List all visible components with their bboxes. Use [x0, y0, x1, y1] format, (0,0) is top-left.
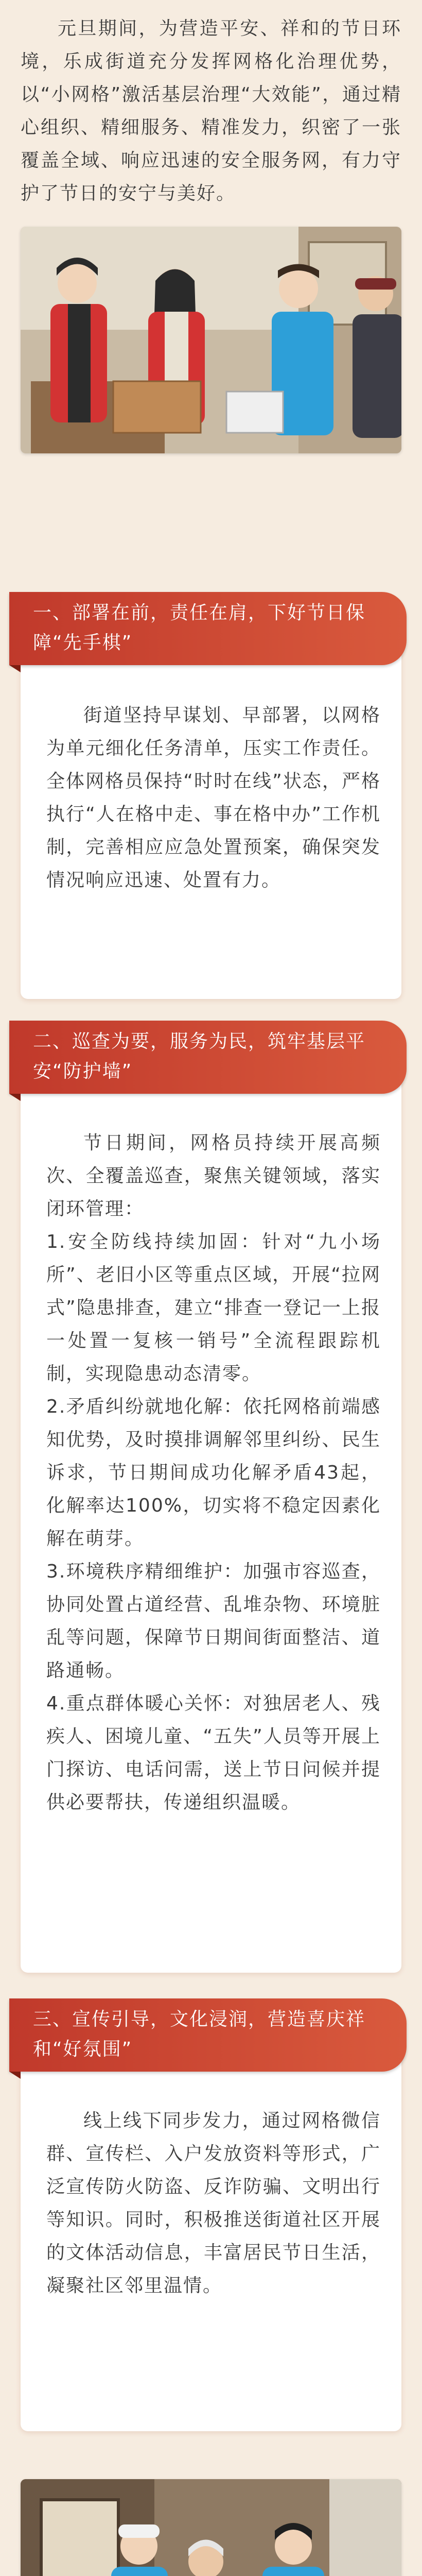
section-2-body	[46, 1127, 381, 1819]
section-1-title: 一、部署在前，责任在肩，下好节日保障“先手棋”	[9, 592, 407, 665]
photo-gridworkers-with-elder	[21, 2479, 401, 2576]
section-2-intro: 节日期间，网格员持续开展高频次、全覆盖巡查，聚焦关键领域，落实闭环管理：	[46, 1132, 381, 1219]
section-card-1	[21, 602, 401, 999]
photo-volunteers-illustration	[21, 227, 401, 453]
section-2-item-1: 1.安全防线持续加固：针对“九小场所”、老旧小区等重点区域，开展“拉网式”隐患排查，建立“排查一登记一上报一处置一复核一销号”全流程跟踪机制，实现隐患动态清零。	[46, 1231, 381, 1384]
photo-gridworkers-illustration	[21, 2479, 401, 2576]
section-card-3	[21, 2009, 401, 2431]
section-2-item-4: 4.重点群体暖心关怀：对独居老人、残疾人、困境儿童、“五失”人员等开展上门探访、电话问需，送上节日问候并提供必要帮扶，传递组织温暖。	[46, 1693, 381, 1813]
section-2-title: 二、巡查为要，服务为民，筑牢基层平安“防护墙”	[9, 1021, 407, 1094]
section-3-title: 三、宣传引导，文化浸润，营造喜庆祥和“好氛围”	[9, 1998, 407, 2072]
section-3-paragraph: 线上线下同步发力，通过网格微信群、宣传栏、入户发放资料等形式，广泛宣传防火防盗、反诈防骗、文明出行等知识。同时，积极推送街道社区开展的文体活动信息，丰富居民节日生活，凝聚社区邻里温情。	[46, 2110, 381, 2296]
section-2-item-3: 3.环境秩序精细维护：加强市容巡查，协同处置占道经营、乱堆杂物、环境脏乱等问题，保障节日期间街面整洁、道路通畅。	[46, 1561, 381, 1681]
photo-volunteers-home-visit	[21, 227, 401, 453]
section-3-body	[46, 2105, 381, 2302]
section-card-2	[21, 1031, 401, 1973]
section-1-body	[46, 699, 381, 897]
section-2-item-2: 2.矛盾纠纷就地化解：依托网格前端感知优势，及时摸排调解邻里纠纷、民生诉求，节日期间成功化解矛盾43起，化解率达100%，切实将不稳定因素化解在萌芽。	[46, 1396, 381, 1549]
intro-paragraph: 元旦期间，为营造平安、祥和的节日环境，乐成街道充分发挥网格化治理优势，以“小网格”激活基层治理“大效能”，通过精心组织、精细服务、精准发力，织密了一张覆盖全域、响应迅速的安全服务网，有力守护了节日的安宁与美好。	[21, 18, 401, 204]
intro-block	[21, 12, 401, 210]
section-1-paragraph: 街道坚持早谋划、早部署，以网格为单元细化任务清单，压实工作责任。全体网格员保持“时时在线”状态，严格执行“人在格中走、事在格中办”工作机制，完善相应应急处置预案，确保突发情况响应迅速、处置有力。	[46, 705, 381, 891]
